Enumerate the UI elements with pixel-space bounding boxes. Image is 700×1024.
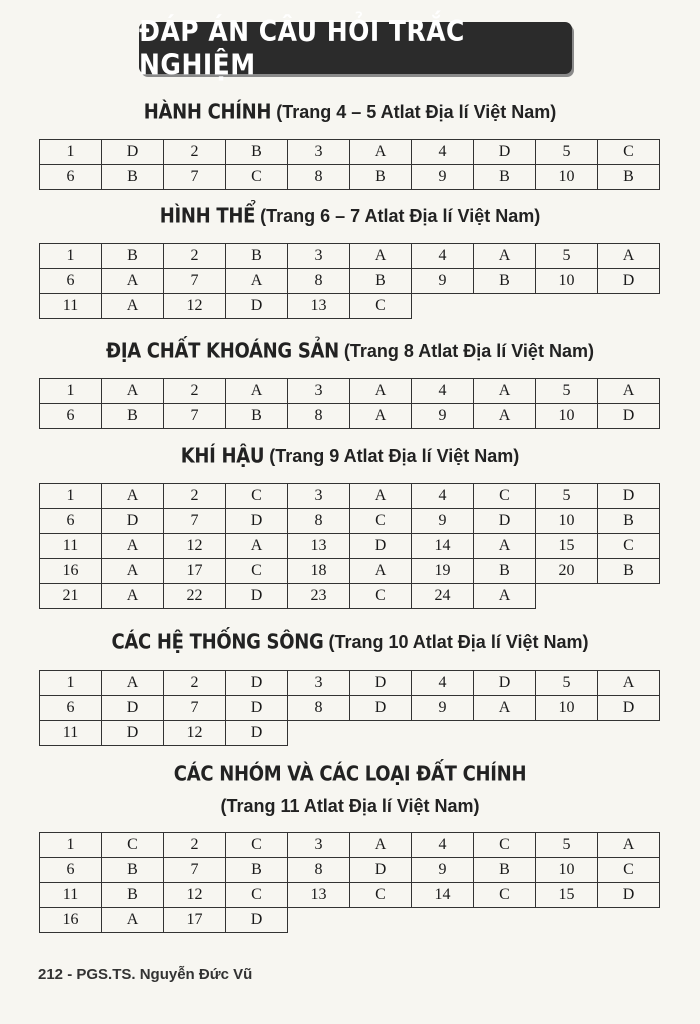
answer-cell: C [350, 294, 412, 319]
answer-cell: A [474, 534, 536, 559]
empty-cell [598, 908, 660, 933]
section-title-dia-chat [0, 341, 700, 362]
empty-cell [474, 908, 536, 933]
question-number-cell: 10 [536, 858, 598, 883]
answer-cell: A [102, 484, 164, 509]
answer-cell: C [226, 833, 288, 858]
question-number-cell: 4 [412, 244, 474, 269]
table-row [40, 244, 660, 269]
table-row [40, 883, 660, 908]
question-number-cell: 7 [164, 404, 226, 429]
answer-cell: D [474, 140, 536, 165]
answer-cell: D [226, 671, 288, 696]
section-subheading: (Trang 6 – 7 Atlat Địa lí Việt Nam) [255, 206, 541, 226]
question-number-cell: 19 [412, 559, 474, 584]
answer-cell: A [350, 379, 412, 404]
question-number-cell: 2 [164, 244, 226, 269]
question-number-cell: 5 [536, 833, 598, 858]
page-footer: 212 - PGS.TS. Nguyễn Đức Vũ [38, 966, 253, 983]
question-number-cell: 9 [412, 404, 474, 429]
table-row [40, 908, 660, 933]
answer-table-dia-chat [39, 378, 660, 429]
question-number-cell: 9 [412, 165, 474, 190]
table-row [40, 696, 660, 721]
question-number-cell: 3 [288, 671, 350, 696]
question-number-cell: 7 [164, 858, 226, 883]
answer-cell: D [226, 721, 288, 746]
question-number-cell: 8 [288, 404, 350, 429]
empty-cell [536, 584, 598, 609]
answer-cell: D [474, 509, 536, 534]
table-row [40, 140, 660, 165]
question-number-cell: 15 [536, 534, 598, 559]
question-number-cell: 20 [536, 559, 598, 584]
answer-cell: C [226, 883, 288, 908]
section-title-khi-hau [0, 446, 700, 467]
answer-cell: C [474, 833, 536, 858]
empty-cell [350, 908, 412, 933]
question-number-cell: 1 [40, 671, 102, 696]
table-row [40, 294, 660, 319]
question-number-cell: 16 [40, 559, 102, 584]
empty-cell [412, 908, 474, 933]
question-number-cell: 22 [164, 584, 226, 609]
question-number-cell: 2 [164, 833, 226, 858]
question-number-cell: 5 [536, 379, 598, 404]
answer-table-khi-hau [39, 483, 660, 609]
answer-cell: A [350, 140, 412, 165]
question-number-cell: 8 [288, 696, 350, 721]
answer-cell: A [350, 559, 412, 584]
question-number-cell: 9 [412, 509, 474, 534]
answer-cell: A [474, 244, 536, 269]
empty-cell [474, 721, 536, 746]
question-number-cell: 21 [40, 584, 102, 609]
empty-cell [474, 294, 536, 319]
answer-cell: A [102, 534, 164, 559]
answer-cell: C [226, 165, 288, 190]
question-number-cell: 4 [412, 140, 474, 165]
table-row [40, 584, 660, 609]
answer-cell: C [226, 559, 288, 584]
answer-cell: D [598, 696, 660, 721]
answer-cell: C [350, 509, 412, 534]
answer-cell: A [102, 269, 164, 294]
answer-cell: D [226, 294, 288, 319]
section-subheading: (Trang 11 Atlat Địa lí Việt Nam) [220, 796, 480, 816]
section-heading: HÌNH THỂ [159, 204, 256, 229]
answer-cell: D [598, 883, 660, 908]
question-number-cell: 7 [164, 696, 226, 721]
answer-cell: A [226, 534, 288, 559]
answer-cell: D [350, 671, 412, 696]
empty-cell [598, 584, 660, 609]
section-title-hinh-the [0, 206, 700, 227]
empty-cell [536, 908, 598, 933]
question-number-cell: 10 [536, 696, 598, 721]
answer-cell: A [226, 269, 288, 294]
answer-cell: D [598, 404, 660, 429]
answer-cell: A [102, 908, 164, 933]
section-title-nhom-dat [0, 764, 700, 785]
question-number-cell: 11 [40, 294, 102, 319]
question-number-cell: 1 [40, 833, 102, 858]
answer-table-hanh-chinh [39, 139, 660, 190]
question-number-cell: 10 [536, 269, 598, 294]
question-number-cell: 1 [40, 140, 102, 165]
question-number-cell: 11 [40, 721, 102, 746]
table-row [40, 404, 660, 429]
empty-cell [288, 721, 350, 746]
answer-cell: A [350, 244, 412, 269]
question-number-cell: 9 [412, 858, 474, 883]
question-number-cell: 2 [164, 671, 226, 696]
answer-cell: A [102, 559, 164, 584]
answer-cell: A [598, 833, 660, 858]
answer-cell: B [598, 559, 660, 584]
question-number-cell: 6 [40, 269, 102, 294]
question-number-cell: 13 [288, 534, 350, 559]
question-number-cell: 1 [40, 244, 102, 269]
table-row [40, 671, 660, 696]
table-row [40, 858, 660, 883]
section-subheading: (Trang 9 Atlat Địa lí Việt Nam) [264, 446, 520, 466]
answer-cell: D [598, 484, 660, 509]
answer-cell: A [598, 244, 660, 269]
table-row [40, 165, 660, 190]
answer-cell: A [102, 584, 164, 609]
answer-cell: A [474, 404, 536, 429]
table-row [40, 509, 660, 534]
section-heading: CÁC HỆ THỐNG SÔNG [111, 630, 324, 655]
answer-cell: D [226, 584, 288, 609]
question-number-cell: 5 [536, 484, 598, 509]
question-number-cell: 13 [288, 883, 350, 908]
question-number-cell: 4 [412, 671, 474, 696]
answer-cell: A [474, 379, 536, 404]
table-row [40, 534, 660, 559]
answer-cell: A [102, 294, 164, 319]
question-number-cell: 1 [40, 484, 102, 509]
question-number-cell: 14 [412, 883, 474, 908]
empty-cell [536, 721, 598, 746]
question-number-cell: 7 [164, 509, 226, 534]
table-row [40, 269, 660, 294]
question-number-cell: 10 [536, 165, 598, 190]
question-number-cell: 16 [40, 908, 102, 933]
answer-table-he-thong-song [39, 670, 660, 746]
question-number-cell: 12 [164, 294, 226, 319]
answer-cell: C [226, 484, 288, 509]
answer-cell: B [102, 404, 164, 429]
empty-cell [288, 908, 350, 933]
answer-cell: C [598, 140, 660, 165]
question-number-cell: 15 [536, 883, 598, 908]
empty-cell [412, 294, 474, 319]
question-number-cell: 4 [412, 379, 474, 404]
question-number-cell: 5 [536, 244, 598, 269]
section-heading: ĐỊA CHẤT KHOÁNG SẢN [106, 339, 339, 364]
question-number-cell: 9 [412, 696, 474, 721]
answer-cell: B [102, 858, 164, 883]
answer-cell: B [102, 165, 164, 190]
question-number-cell: 3 [288, 833, 350, 858]
answer-cell: A [350, 833, 412, 858]
answer-cell: C [474, 883, 536, 908]
answer-cell: C [474, 484, 536, 509]
question-number-cell: 11 [40, 883, 102, 908]
question-number-cell: 7 [164, 269, 226, 294]
answer-cell: B [350, 269, 412, 294]
answer-cell: B [226, 404, 288, 429]
answer-cell: B [598, 509, 660, 534]
answer-cell: B [102, 883, 164, 908]
answer-cell: C [598, 534, 660, 559]
empty-cell [598, 294, 660, 319]
empty-cell [350, 721, 412, 746]
answer-cell: C [350, 883, 412, 908]
answer-cell: D [350, 696, 412, 721]
question-number-cell: 7 [164, 165, 226, 190]
page-banner [139, 14, 572, 82]
question-number-cell: 2 [164, 484, 226, 509]
answer-cell: D [102, 140, 164, 165]
question-number-cell: 6 [40, 858, 102, 883]
section-subheading: (Trang 10 Atlat Địa lí Việt Nam) [323, 632, 589, 652]
question-number-cell: 12 [164, 534, 226, 559]
question-number-cell: 24 [412, 584, 474, 609]
answer-cell: C [350, 584, 412, 609]
question-number-cell: 5 [536, 671, 598, 696]
section-subheading: (Trang 4 – 5 Atlat Địa lí Việt Nam) [271, 102, 557, 122]
answer-cell: D [102, 721, 164, 746]
answer-cell: A [474, 584, 536, 609]
answer-cell: C [598, 858, 660, 883]
question-number-cell: 6 [40, 509, 102, 534]
question-number-cell: 3 [288, 140, 350, 165]
answer-table-nhom-dat [39, 832, 660, 933]
question-number-cell: 14 [412, 534, 474, 559]
question-number-cell: 6 [40, 696, 102, 721]
answer-cell: D [226, 696, 288, 721]
answer-cell: B [226, 140, 288, 165]
question-number-cell: 23 [288, 584, 350, 609]
table-row [40, 833, 660, 858]
question-number-cell: 8 [288, 858, 350, 883]
table-row [40, 559, 660, 584]
question-number-cell: 1 [40, 379, 102, 404]
answer-cell: A [474, 696, 536, 721]
answer-cell: D [350, 534, 412, 559]
section-title-he-thong-song [0, 632, 700, 653]
answer-cell: D [226, 908, 288, 933]
section-heading: HÀNH CHÍNH [143, 100, 272, 125]
question-number-cell: 11 [40, 534, 102, 559]
question-number-cell: 2 [164, 379, 226, 404]
answer-table-hinh-the [39, 243, 660, 319]
answer-cell: A [350, 484, 412, 509]
answer-cell: B [474, 269, 536, 294]
question-number-cell: 8 [288, 509, 350, 534]
question-number-cell: 4 [412, 833, 474, 858]
question-number-cell: 18 [288, 559, 350, 584]
answer-cell: D [598, 269, 660, 294]
question-number-cell: 3 [288, 379, 350, 404]
answer-cell: B [102, 244, 164, 269]
empty-cell [598, 721, 660, 746]
answer-cell: A [226, 379, 288, 404]
section-heading: CÁC NHÓM VÀ CÁC LOẠI ĐẤT CHÍNH [173, 762, 527, 787]
banner-title: ĐÁP ÁN CÂU HỎI TRẮC NGHIỆM [139, 14, 465, 82]
answer-cell: A [350, 404, 412, 429]
question-number-cell: 13 [288, 294, 350, 319]
section-title-hanh-chinh [0, 102, 700, 123]
answer-cell: B [226, 858, 288, 883]
answer-cell: A [102, 671, 164, 696]
question-number-cell: 17 [164, 908, 226, 933]
answer-cell: B [474, 165, 536, 190]
answer-cell: D [350, 858, 412, 883]
section-subheading: (Trang 8 Atlat Địa lí Việt Nam) [338, 341, 594, 361]
question-number-cell: 6 [40, 165, 102, 190]
answer-cell: B [226, 244, 288, 269]
question-number-cell: 10 [536, 509, 598, 534]
answer-cell: B [598, 165, 660, 190]
answer-cell: D [102, 696, 164, 721]
question-number-cell: 3 [288, 484, 350, 509]
question-number-cell: 8 [288, 165, 350, 190]
question-number-cell: 10 [536, 404, 598, 429]
question-number-cell: 9 [412, 269, 474, 294]
answer-cell: C [102, 833, 164, 858]
question-number-cell: 2 [164, 140, 226, 165]
empty-cell [536, 294, 598, 319]
question-number-cell: 5 [536, 140, 598, 165]
section-subtitle-nhom-dat [0, 796, 700, 817]
answer-cell: A [102, 379, 164, 404]
table-row [40, 484, 660, 509]
answer-cell: D [226, 509, 288, 534]
section-heading: KHÍ HẬU [180, 444, 265, 469]
empty-cell [412, 721, 474, 746]
question-number-cell: 8 [288, 269, 350, 294]
question-number-cell: 3 [288, 244, 350, 269]
question-number-cell: 6 [40, 404, 102, 429]
question-number-cell: 12 [164, 721, 226, 746]
question-number-cell: 4 [412, 484, 474, 509]
answer-cell: A [598, 671, 660, 696]
question-number-cell: 12 [164, 883, 226, 908]
table-row [40, 379, 660, 404]
answer-cell: A [598, 379, 660, 404]
answer-cell: D [474, 671, 536, 696]
answer-cell: B [474, 559, 536, 584]
answer-cell: B [474, 858, 536, 883]
table-row [40, 721, 660, 746]
question-number-cell: 17 [164, 559, 226, 584]
answer-cell: B [350, 165, 412, 190]
answer-cell: D [102, 509, 164, 534]
